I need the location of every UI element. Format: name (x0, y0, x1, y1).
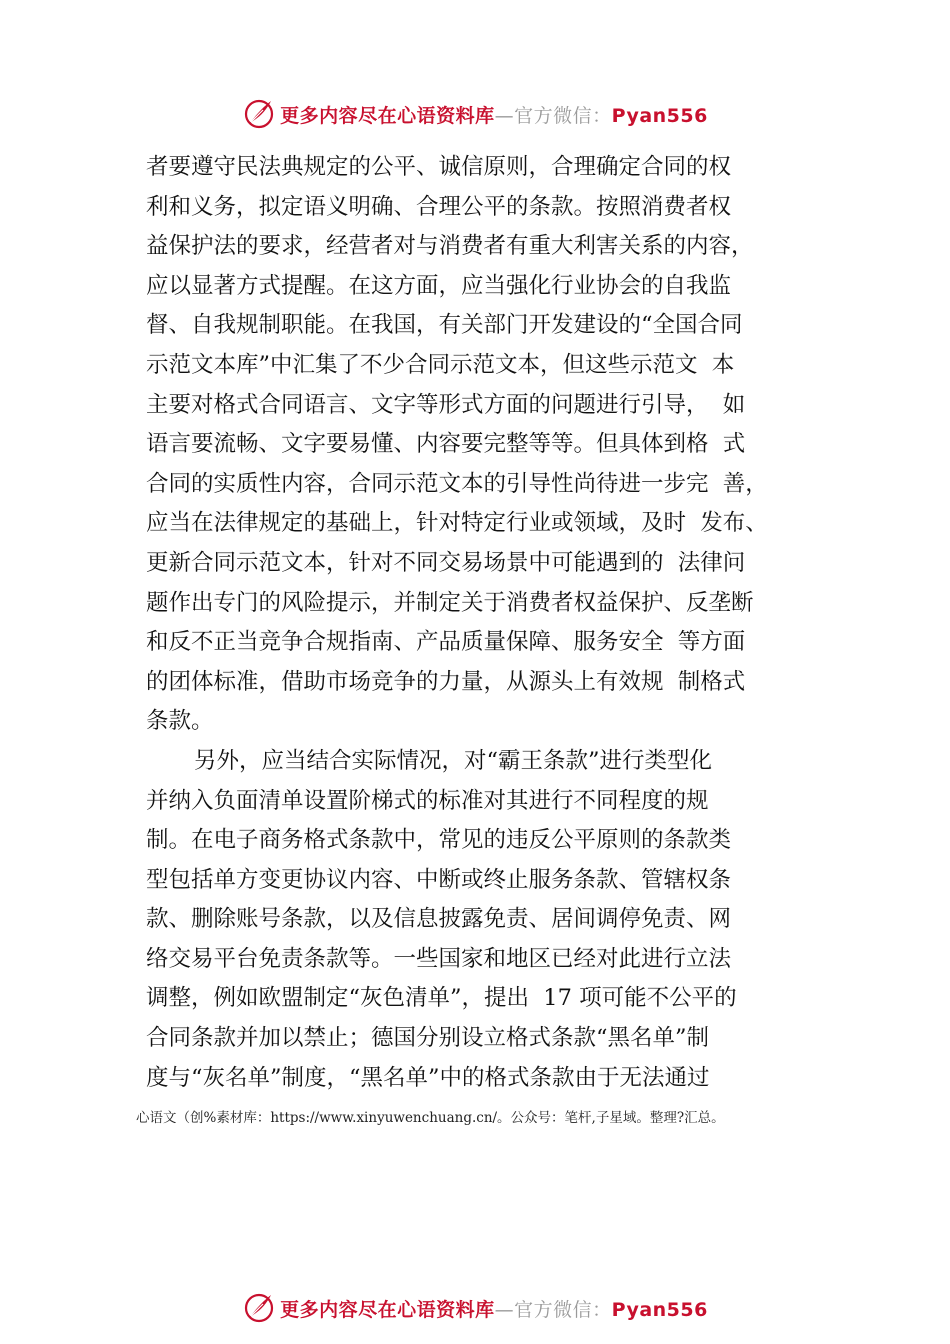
text-line: 应以显著方式提醒。在这方面，应当强化行业协会的自我监 (146, 272, 732, 299)
text-line: 和反不正当竞争合规指南、产品质量保障、服务安全 等方面 (146, 629, 746, 656)
text-line: 督、自我规制职能。在我国，有关部门开发建设的“全国合同 (146, 312, 743, 339)
text-line: 益保护法的要求，经营者对与消费者有重大利害关系的内容， (146, 233, 754, 260)
text-line: 型包括单方变更协议内容、中断或终止服务条款、管辖权条 (146, 866, 732, 893)
text-line: 合同条款并加以禁止；德国分别设立格式条款“黑名单”制 (146, 1025, 710, 1052)
brand-text: 更多内容尽在心语资料库 (280, 104, 495, 127)
source-footnote: 心语文（创%素材库：https://www.xinyuwenchuang.cn/。公众号：笔杆,子星域。整理?汇总。 (136, 1110, 725, 1126)
brand-text: 更多内容尽在心语资料库 (280, 1298, 495, 1321)
account-text: Pyan556 (611, 104, 708, 127)
text-line: 利和义务，拟定语义明确、合理公平的条款。按照消费者权 (146, 193, 732, 220)
text-line: 的团体标准，借助市场竞争的力量，从源头上有效规 制格式 (146, 668, 746, 695)
text-line: 并纳入负面清单设置阶梯式的标准对其进行不同程度的规 (146, 787, 709, 814)
text-line: 度与“灰名单”制度，“黑名单”中的格式条款由于无法通过 (146, 1064, 710, 1091)
paragraph-start-line: 另外，应当结合实际情况，对“霸王条款”进行类型化 (194, 747, 713, 774)
text-line: 络交易平台免责条款等。一些国家和地区已经对此进行立法 (146, 945, 732, 972)
footer-banner (0, 1288, 950, 1328)
text-line: 示范文本库”中汇集了不少合同示范文本，但这些示范文 本 (146, 351, 735, 378)
dash-text: —官方微信： (494, 104, 612, 127)
text-line: 更新合同示范文本，针对不同交易场景中可能遇到的 法律问 (146, 549, 746, 576)
feather-pen-logo-icon (242, 97, 276, 131)
account-text: Pyan556 (611, 1298, 708, 1321)
text-line: 题作出专门的风险提示，并制定关于消费者权益保护、反垄断 (146, 589, 754, 616)
text-line: 者要遵守民法典规定的公平、诚信原则，合理确定合同的权 (146, 154, 732, 180)
feather-pen-logo-icon (242, 1291, 276, 1325)
header-banner (0, 94, 950, 134)
text-line: 条款。 (146, 708, 214, 735)
text-line: 主要对格式合同语言、文字等形式方面的问题进行引导， 如 (146, 391, 746, 418)
text-line: 款、删除账号条款，以及信息披露免责、居间调停免责、网 (146, 906, 732, 933)
text-line: 语言要流畅、文字要易懂、内容要完整等等。但具体到格 式 (146, 431, 746, 458)
text-line: 合同的实质性内容，合同示范文本的引导性尚待进一步完 善， (146, 470, 768, 497)
dash-text: —官方微信： (494, 1298, 612, 1321)
text-line: 调整，例如欧盟制定“灰色清单”，提出 17 项可能不公平的 (146, 985, 737, 1012)
text-line: 应当在法律规定的基础上，针对特定行业或领域，及时 发布、 (146, 510, 768, 537)
article-body (146, 148, 836, 1098)
text-line: 制。在电子商务格式条款中，常见的违反公平原则的条款类 (146, 827, 732, 854)
